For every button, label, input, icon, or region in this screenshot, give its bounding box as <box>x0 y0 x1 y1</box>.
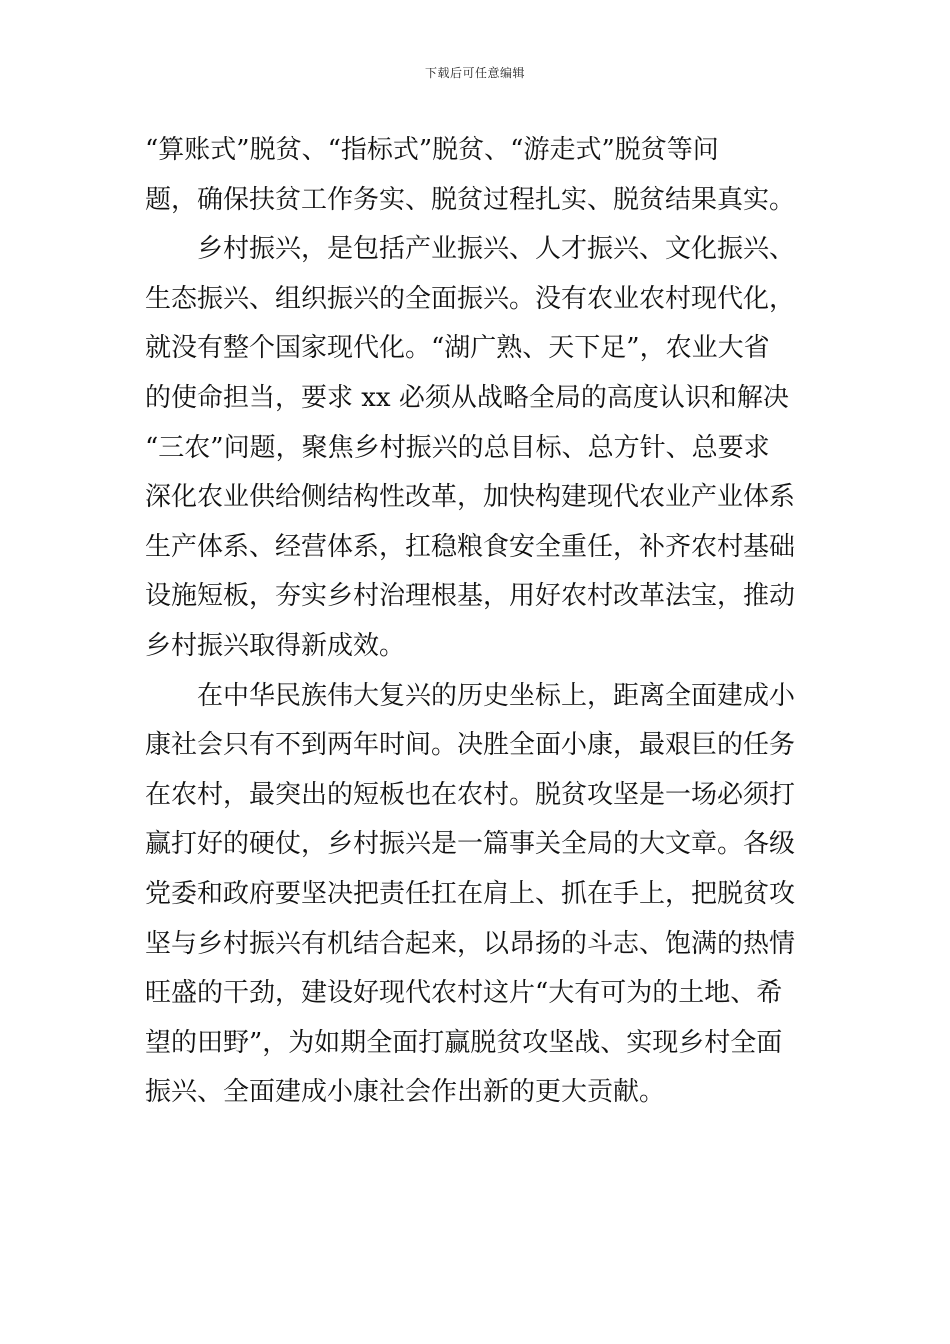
text-line: 设施短板，夯实乡村治理根基，用好农村改革法宝，推动 <box>145 581 796 612</box>
paragraph-start-line: 乡村振兴，是包括产业振兴、人才振兴、文化振兴、 <box>197 234 796 265</box>
page-header: 下载后可任意编辑 <box>424 66 525 80</box>
text-line: 的使命担当，要求 xx 必须从战略全局的高度认识和解决 <box>145 382 789 413</box>
text-line: “三农”问题，聚焦乡村振兴的总目标、总方针、总要求 <box>145 432 770 463</box>
text-line: “算账式”脱贫、“指标式”脱贫、“游走式”脱贫等问 <box>145 135 719 165</box>
text-line: 望的田野”，为如期全面打赢脱贫攻坚战、实现乡村全面 <box>145 1027 783 1058</box>
text-line: 生态振兴、组织振兴的全面振兴。没有农业农村现代化， <box>145 283 796 314</box>
text-line: 党委和政府要坚决把责任扛在肩上、抓在手上，把脱贫攻 <box>145 878 796 909</box>
text-line: 在农村，最突出的短板也在农村。脱贫攻坚是一场必须打 <box>145 779 796 810</box>
text-line: 乡村振兴取得新成效。 <box>145 630 406 661</box>
text-line: 振兴、全面建成小康社会作出新的更大贡献。 <box>145 1077 666 1108</box>
text-line: 赢打好的硬仗，乡村振兴是一篇事关全局的大文章。各级 <box>145 829 796 860</box>
text-line: 就没有整个国家现代化。“湖广熟、天下足”，农业大省 <box>145 333 770 364</box>
text-line: 生产体系、经营体系，扛稳粮食安全重任，补齐农村基础 <box>145 531 796 562</box>
text-line: 坚与乡村振兴有机结合起来，以昂扬的斗志、饱满的热情 <box>145 928 796 959</box>
text-line: 深化农业供给侧结构性改革，加快构建现代农业产业体系 <box>145 482 796 513</box>
text-line: 旺盛的干劲，建设好现代农村这片“大有可为的土地、希 <box>145 978 783 1009</box>
body-text <box>145 126 807 1118</box>
paragraph-start-line: 在中华民族伟大复兴的历史坐标上，距离全面建成小 <box>197 680 796 711</box>
text-line: 康社会只有不到两年时间。决胜全面小康，最艰巨的任务 <box>145 730 796 761</box>
text-line: 题，确保扶贫工作务实、脱贫过程扎实、脱贫结果真实。 <box>145 184 796 215</box>
